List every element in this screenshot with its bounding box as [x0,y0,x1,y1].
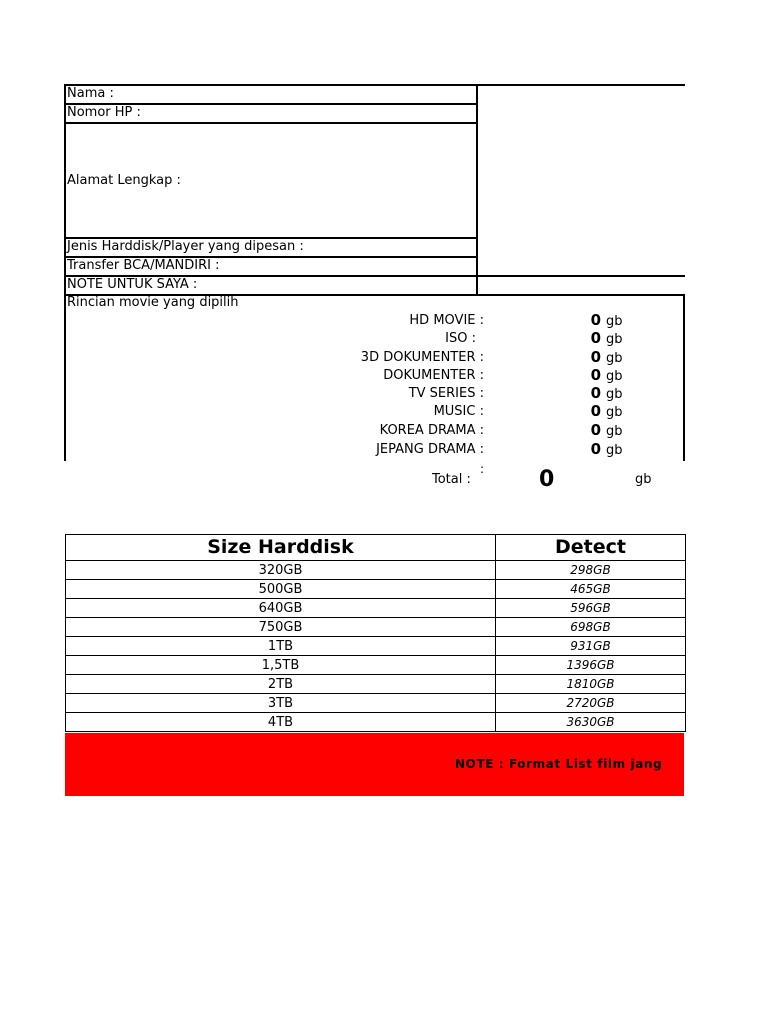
category-value: 0 [590,384,601,402]
category-unit: gb [606,332,623,347]
category-unit: gb [606,424,623,439]
total-unit: gb [635,472,652,487]
note-text: NOTE : Format List film jang [455,757,663,771]
category-unit: gb [606,443,623,458]
size-harddisk-table [65,534,686,732]
category-value: 0 [590,366,601,384]
total-value: 0 [539,467,555,492]
alamat-label: Alamat Lengkap : [67,173,181,188]
category-label: KOREA DRAMA : [379,423,484,438]
form-divider-vertical [476,84,478,296]
detect-cell: 596GB [496,599,686,618]
category-label: MUSIC : [433,404,484,419]
size-cell: 640GB [66,599,496,618]
category-value: 0 [590,440,601,458]
table-row [66,713,686,732]
row-divider-2 [64,122,478,124]
category-value: 0 [590,311,601,329]
transfer-label: Transfer BCA/MANDIRI : [67,258,220,273]
table-row [66,618,686,637]
extra-colon: : [480,462,485,476]
jenis-harddisk-label: Jenis Harddisk/Player yang dipesan : [67,239,304,254]
table-row [66,561,686,580]
size-cell: 4TB [66,713,496,732]
detect-cell: 1396GB [496,656,686,675]
detect-cell: 3630GB [496,713,686,732]
detect-cell: 1810GB [496,675,686,694]
category-unit: gb [606,405,623,420]
note-untuk-saya-label: NOTE UNTUK SAYA : [67,277,198,292]
category-label: JEPANG DRAMA : [376,442,484,457]
size-cell: 500GB [66,580,496,599]
detect-cell: 698GB [496,618,686,637]
category-unit: gb [606,351,623,366]
detect-header: Detect [496,535,686,561]
table-row [66,580,686,599]
category-value: 0 [590,402,601,420]
category-label: ISO : [445,331,476,346]
size-cell: 750GB [66,618,496,637]
table-row [66,675,686,694]
nama-label: Nama : [67,86,114,101]
note-bar [65,733,684,796]
nomor-hp-label: Nomor HP : [67,105,141,120]
size-cell: 320GB [66,561,496,580]
total-label: Total : [432,472,471,487]
detect-cell: 298GB [496,561,686,580]
detect-cell: 465GB [496,580,686,599]
category-label: TV SERIES : [408,386,484,401]
detect-cell: 931GB [496,637,686,656]
form-border-right [683,294,685,461]
table-row [66,694,686,713]
table-row [66,599,686,618]
detect-cell: 2720GB [496,694,686,713]
category-label: DOKUMENTER : [383,368,484,383]
category-unit: gb [606,369,623,384]
rincian-title: Rincian movie yang dipilih [67,295,239,310]
table-row [66,656,686,675]
table-header-row [66,535,686,561]
category-value: 0 [590,348,601,366]
size-cell: 3TB [66,694,496,713]
form-border-top [64,84,685,86]
category-value: 0 [590,329,601,347]
category-unit: gb [606,387,623,402]
size-cell: 1TB [66,637,496,656]
category-unit: gb [606,314,623,329]
table-row [66,637,686,656]
size-harddisk-header: Size Harddisk [66,535,496,561]
category-label: 3D DOKUMENTER : [360,350,484,365]
size-cell: 2TB [66,675,496,694]
category-label: HD MOVIE : [409,313,484,328]
category-value: 0 [590,421,601,439]
size-cell: 1,5TB [66,656,496,675]
